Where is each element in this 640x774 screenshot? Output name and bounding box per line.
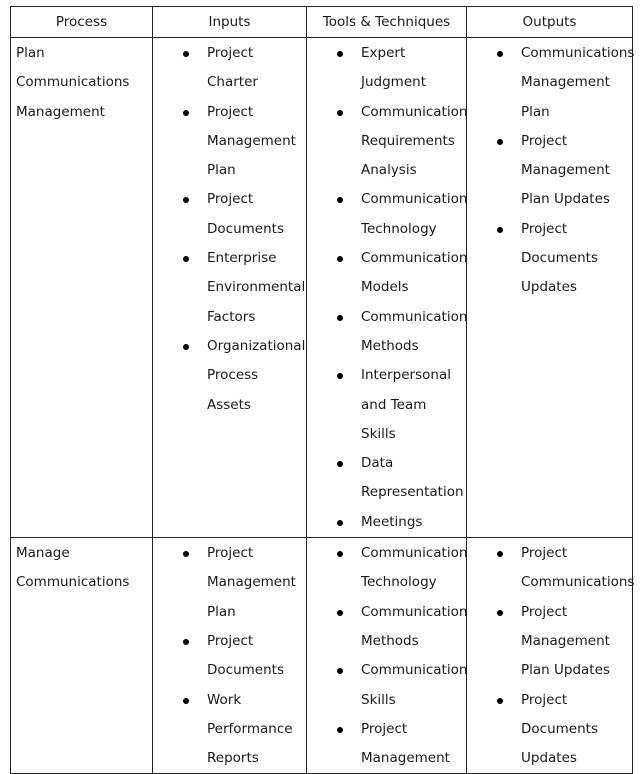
line-text: Reports	[207, 750, 259, 767]
list-item	[467, 598, 630, 686]
bullet-icon	[183, 51, 189, 57]
line-text: Project	[207, 103, 254, 120]
list-item	[307, 656, 468, 715]
outputs-cell	[467, 38, 633, 538]
line-text: Project	[361, 720, 408, 737]
line-text: Management	[521, 632, 610, 649]
line-text: Project	[521, 220, 568, 237]
bullet-icon	[497, 551, 503, 557]
list-item	[153, 98, 304, 186]
line-text: Documents	[207, 220, 284, 237]
line-text: Expert	[361, 45, 406, 61]
line-text: Project	[207, 191, 254, 208]
line-text: Documents	[521, 720, 598, 737]
line-text: Project	[521, 691, 568, 708]
tools-list	[307, 39, 468, 537]
line-text: Plan	[207, 162, 236, 179]
line-text: Methods	[361, 337, 419, 354]
list-item	[307, 244, 468, 303]
bullet-icon	[183, 698, 189, 704]
header-inputs: Inputs	[153, 7, 307, 38]
line-text: Analysis	[361, 162, 417, 179]
list-item	[307, 539, 468, 598]
line-text: Data	[361, 455, 394, 472]
line-text: Project	[521, 132, 568, 149]
outputs-list	[467, 39, 635, 303]
line-text: Technology	[361, 574, 437, 591]
inputs-list	[153, 539, 304, 773]
line-text: Organizational	[207, 337, 306, 354]
line-text: Plan	[16, 45, 45, 61]
list-item	[467, 39, 635, 127]
list-item	[153, 686, 304, 774]
bullet-icon	[497, 227, 503, 233]
list-item	[153, 332, 304, 420]
table-header	[11, 7, 633, 38]
line-text: Project	[521, 603, 568, 620]
list-item	[153, 185, 304, 244]
bullet-icon	[337, 373, 343, 379]
inputs-list	[153, 39, 304, 420]
bullet-icon	[337, 727, 343, 733]
line-text: and Team Skills	[361, 396, 427, 442]
line-text: Requirements	[361, 132, 455, 149]
bullet-icon	[337, 668, 343, 674]
header-outputs: Outputs	[467, 7, 633, 38]
line-text: Environmental	[207, 279, 306, 296]
tools-cell	[307, 38, 467, 538]
line-text: Project	[207, 632, 254, 649]
list-item	[307, 303, 468, 362]
inputs-cell	[153, 538, 307, 774]
line-text: Documents	[521, 250, 598, 267]
line-text: Skills	[361, 691, 396, 708]
process-table	[10, 6, 633, 774]
inputs-cell	[153, 38, 307, 538]
line-text: Communications	[521, 574, 635, 591]
line-text: Communication	[361, 103, 468, 120]
process-cell	[11, 538, 153, 774]
line-text: Plan Updates	[521, 191, 610, 208]
line-text: Documents	[207, 662, 284, 679]
line-text: Management	[361, 750, 450, 767]
list-item	[307, 449, 464, 508]
line-text: Communication	[361, 545, 468, 562]
line-text: Updates	[521, 750, 577, 767]
line-text: Updates	[521, 279, 577, 296]
process-cell	[11, 38, 153, 538]
bullet-icon	[183, 639, 189, 645]
line-text: Process Assets	[207, 367, 259, 413]
bullet-icon	[337, 51, 343, 57]
bullet-icon	[337, 110, 343, 116]
bullet-icon	[337, 551, 343, 557]
bullet-icon	[497, 698, 503, 704]
line-text: Project	[521, 545, 568, 562]
header-tools: Tools & Techniques	[307, 7, 467, 38]
line-text: Methods	[361, 632, 419, 649]
list-item	[467, 127, 630, 215]
list-item	[153, 244, 304, 332]
bullet-icon	[183, 551, 189, 557]
list-item	[153, 627, 304, 686]
line-text: Management	[521, 162, 610, 179]
line-text: Management	[16, 103, 105, 120]
bullet-icon	[337, 520, 343, 526]
list-item	[307, 361, 464, 449]
line-text: Judgment	[361, 74, 426, 91]
line-text: Interpersonal	[361, 367, 451, 384]
header-process: Process	[11, 7, 153, 38]
line-text: Plan	[207, 603, 236, 620]
line-text: Communication	[361, 308, 468, 325]
list-item	[467, 215, 630, 303]
bullet-icon	[337, 461, 343, 467]
bullet-icon	[183, 197, 189, 203]
bullet-icon	[337, 256, 343, 262]
line-text: Communication	[361, 191, 468, 208]
line-text: Project	[207, 545, 254, 562]
line-text: Performance	[207, 720, 293, 737]
line-text: Plan Updates	[521, 662, 610, 679]
line-text: Manage	[16, 545, 70, 562]
list-item	[307, 715, 464, 774]
bullet-icon	[337, 610, 343, 616]
line-text: Communication	[361, 250, 468, 267]
line-text: Technology	[361, 220, 437, 237]
line-text: Plan	[521, 103, 550, 120]
line-text: Work	[207, 691, 242, 708]
list-item	[467, 686, 630, 774]
list-item	[307, 39, 464, 98]
line-text: Meetings	[361, 513, 423, 530]
outputs-cell	[467, 538, 633, 774]
list-item	[307, 98, 468, 186]
bullet-icon	[183, 256, 189, 262]
outputs-list	[467, 539, 635, 773]
line-text: Communications	[521, 45, 635, 61]
bullet-icon	[497, 51, 503, 57]
bullet-icon	[183, 110, 189, 116]
line-text: Management	[521, 74, 610, 91]
line-text: Enterprise	[207, 250, 277, 267]
line-text: Models	[361, 279, 409, 296]
bullet-icon	[337, 315, 343, 321]
header-row	[11, 7, 633, 38]
list-item	[307, 508, 464, 537]
bullet-icon	[337, 197, 343, 203]
line-text: Communication	[361, 603, 468, 620]
table-row	[11, 38, 633, 538]
line-text: Management	[207, 132, 296, 149]
line-text: Communication	[361, 662, 468, 679]
tools-list	[307, 539, 468, 773]
table-body	[11, 38, 633, 774]
line-text: Communications	[16, 74, 130, 91]
bullet-icon	[497, 610, 503, 616]
tools-cell	[307, 538, 467, 774]
bullet-icon	[183, 344, 189, 350]
table-row	[11, 538, 633, 774]
line-text: Communications	[16, 574, 130, 591]
list-item	[467, 539, 635, 598]
line-text: Factors	[207, 308, 256, 325]
list-item	[307, 185, 468, 244]
line-text: Project Charter	[207, 45, 258, 91]
line-text: Management	[207, 574, 296, 591]
list-item	[307, 598, 468, 657]
line-text: Representation	[361, 484, 464, 501]
bullet-icon	[497, 139, 503, 145]
list-item	[153, 39, 304, 98]
list-item	[153, 539, 304, 627]
